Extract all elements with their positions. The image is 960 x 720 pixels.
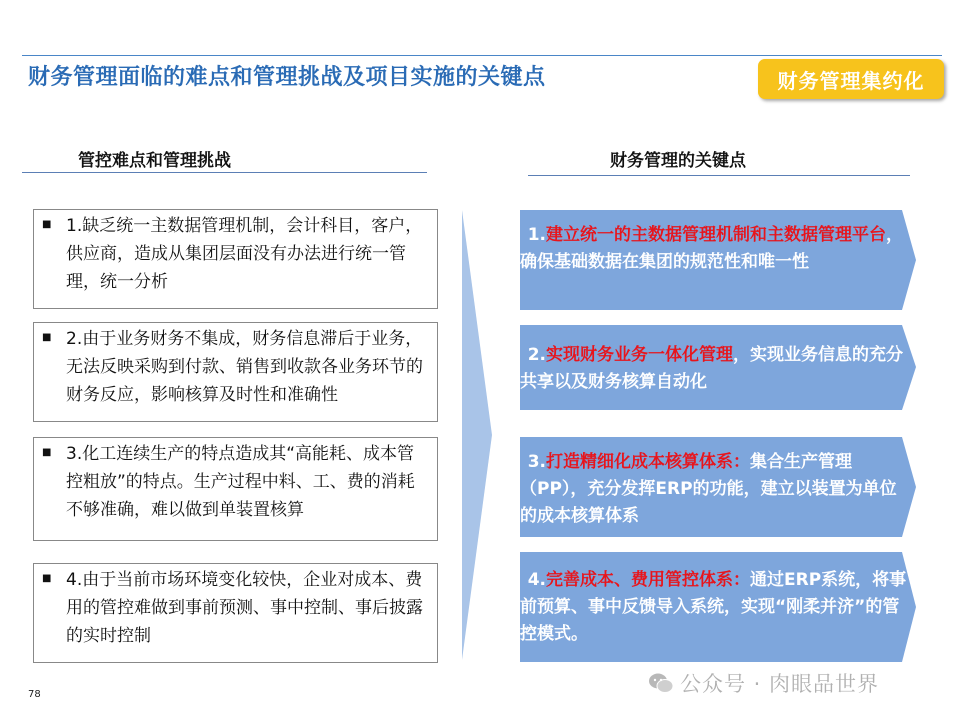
bullet-icon: ■ [42,573,52,584]
keypoint-highlight: 实现财务业务一体化管理 [546,345,733,365]
right-chevron-arrow [462,210,496,660]
challenge-text: 3.化工连续生产的特点造成其“高能耗、成本管控粗放”的特点。生产过程中料、工、费的消耗不够准确，难以做到单装置核算 [66,444,415,520]
keypoint-number: 1. [527,225,546,245]
challenge-box [33,437,438,541]
challenge-box [33,209,438,309]
keypoint-panel [520,437,916,537]
keypoint-text: ，确保基础数据在集团的规范性和唯一性 [520,225,903,272]
keypoint-text: 集合生产管理（PP），充分发挥ERP的功能，建立以装置为单位的成本核算体系 [520,452,897,526]
challenge-text: 4.由于当前市场环境变化较快，企业对成本、费用的管控难做到事前预测、事中控制、事后披露的实时控制 [66,570,423,646]
bullet-icon: ■ [42,332,52,343]
keypoint-highlight: 完善成本、费用管控体系： [546,570,750,590]
keypoint-number: 4. [527,570,546,590]
bullet-icon: ■ [42,447,52,458]
watermark-text: 公众号 · 肉眼品世界 [680,672,880,696]
keypoint-panel [520,552,916,662]
challenge-box [33,322,438,422]
left-column-heading: 管控难点和管理挑战 [78,151,231,171]
watermark [648,668,879,698]
topic-badge: 财务管理集约化 [758,59,944,99]
wechat-icon [648,672,674,694]
challenge-box [33,563,438,663]
keypoint-number: 2. [527,345,546,365]
keypoint-text: ，实现业务信息的充分共享以及财务核算自动化 [520,345,903,392]
challenge-text: 1.缺乏统一主数据管理机制，会计科目，客户，供应商，造成从集团层面没有办法进行统一管理，统一分析 [66,216,423,292]
page-title: 财务管理面临的难点和管理挑战及项目实施的关键点 [28,65,546,90]
challenge-text: 2.由于业务财务不集成，财务信息滞后于业务，无法反映采购到付款、销售到收款各业务环节的财务反应，影响核算及时性和准确性 [66,329,423,405]
keypoint-number: 3. [527,452,546,472]
right-column-heading: 财务管理的关键点 [610,151,746,171]
left-heading-rule [22,172,427,173]
keypoint-highlight: 打造精细化成本核算体系： [546,452,750,472]
keypoint-highlight: 建立统一的主数据管理机制和主数据管理平台 [546,225,886,245]
right-heading-rule [528,175,910,176]
keypoint-panel [520,325,916,410]
keypoint-text: 通过ERP系统，将事前预算、事中反馈导入系统，实现“刚柔并济”的管控模式。 [520,570,907,644]
page-number: 78 [28,689,41,700]
title-rule [22,55,942,56]
keypoint-panel [520,210,916,310]
bullet-icon: ■ [42,219,52,230]
